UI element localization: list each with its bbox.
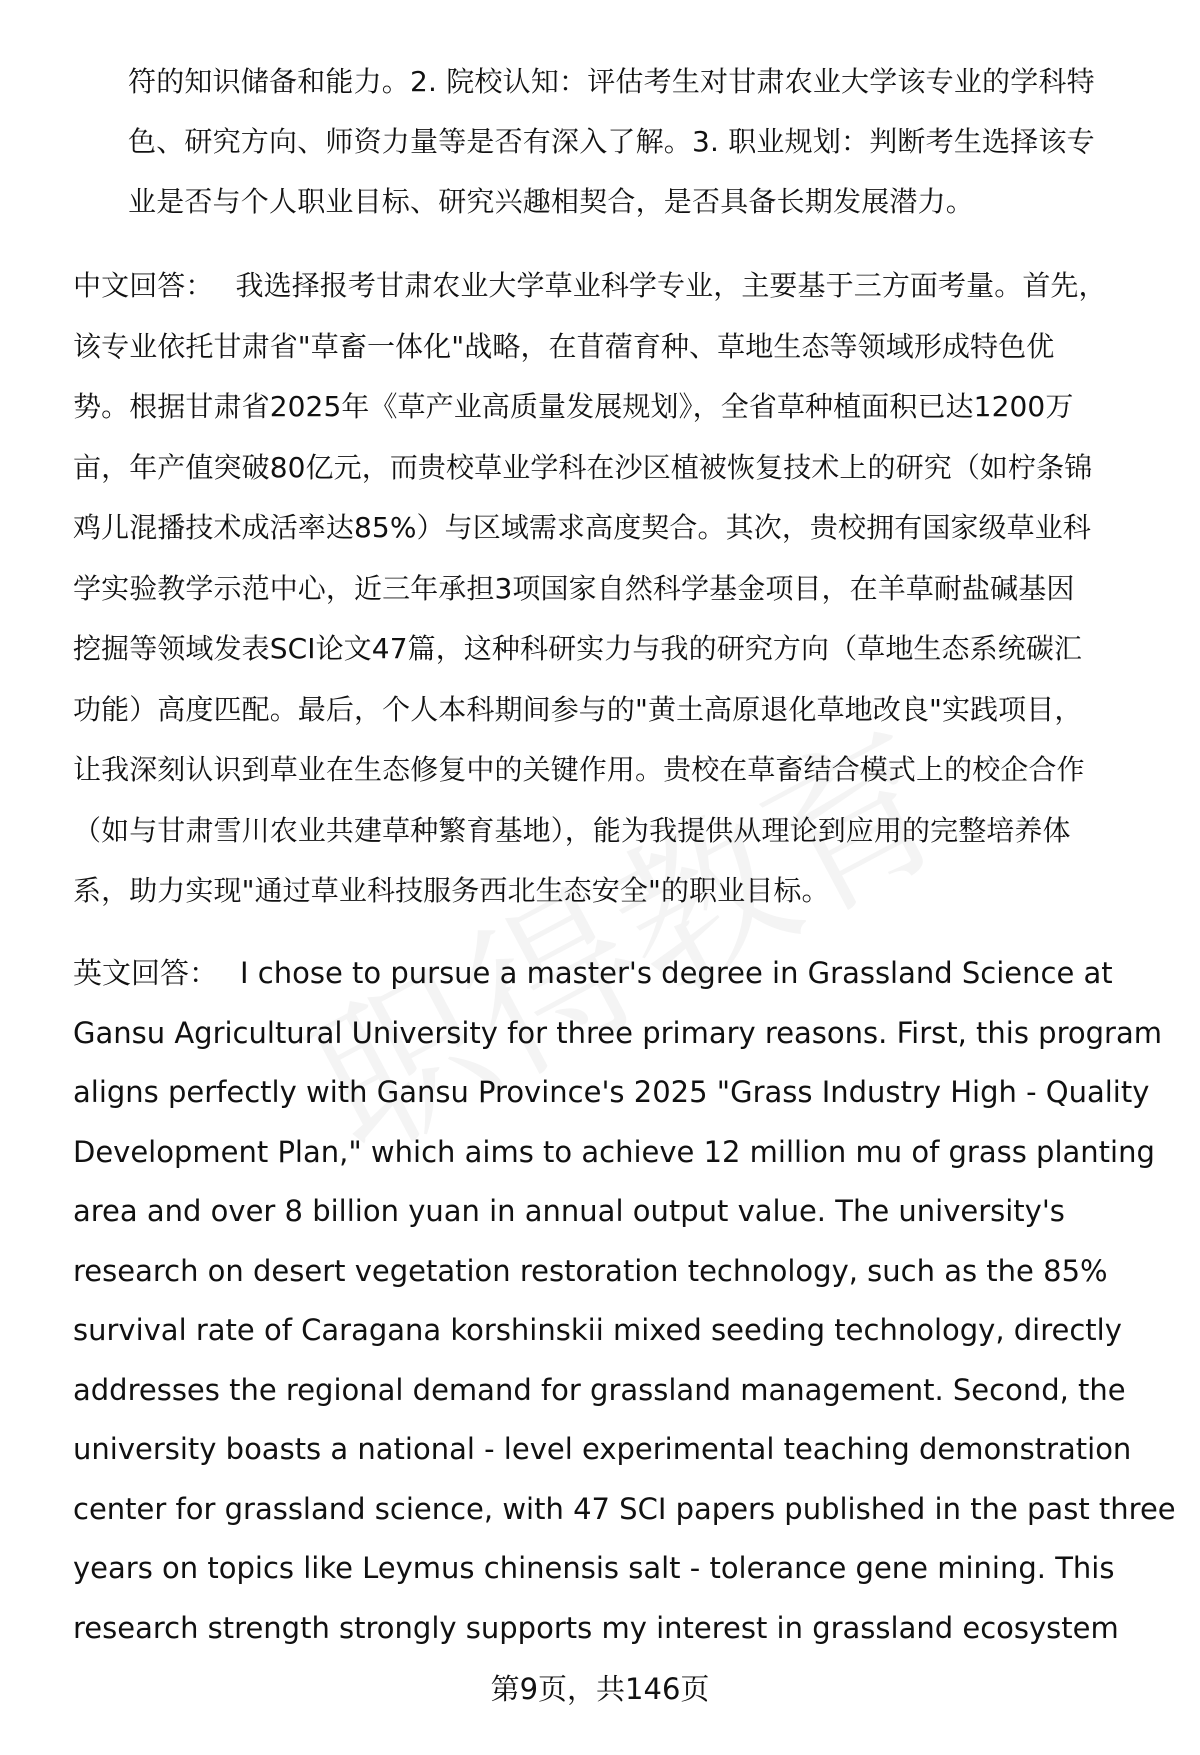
- page-number: 第9页，共146页: [490, 1672, 710, 1706]
- paragraph-line: 势。根据甘肃省2025年《草产业高质量发展规划》，全省草种植面积已达1200万: [73, 390, 1074, 423]
- paragraph-line: [73, 256, 1158, 317]
- paragraph-line: 让我深刻认识到草业在生态修复中的关键作用。贵校在草畜结合模式上的校企合作: [73, 753, 1085, 786]
- paragraph-line: 挖掘等领域发表SCI论文47篇，这种科研实力与我的研究方向（草地生态系统碳汇: [73, 632, 1083, 665]
- english-answer-label: 英文回答：: [73, 956, 219, 990]
- paragraph-line: 功能）高度匹配。最后，个人本科期间参与的"黄土高原退化草地改良"实践项目，: [73, 692, 1083, 726]
- paragraph-line: Gansu Agricultural University for three primary reasons. First, this program: [73, 1015, 1162, 1050]
- paragraph-line: 学实验教学示范中心，近三年承担3项国家自然科学基金项目，在羊草耐盐碱基因: [73, 571, 1075, 605]
- paragraph-line: research on desert vegetation restoration technology, such as the 85%: [73, 1253, 1108, 1288]
- paragraph-line: survival rate of Caragana korshinskii mixed seeding technology, directly: [73, 1313, 1122, 1347]
- paragraph-line: years on topics like Leymus chinensis salt - tolerance gene mining. This: [73, 1551, 1115, 1585]
- paragraph-line: 系，助力实现"通过草业科技服务西北生态安全"的职业目标。: [73, 874, 830, 907]
- paragraph-line: 鸡儿混播技术成活率达85%）与区域需求高度契合。其次，贵校拥有国家级草业科: [73, 511, 1091, 544]
- chinese-answer-paragraph: [73, 256, 1158, 922]
- paragraph-line: 该专业依托甘肃省"草畜一体化"战略，在苜蓿育种、草地生态等领域形成特色优: [73, 329, 1055, 363]
- chinese-answer-label: 中文回答：: [73, 269, 214, 302]
- english-answer-paragraph: [73, 944, 1176, 1658]
- evaluation-points-paragraph: [128, 52, 1148, 232]
- english-answer-text: I chose to pursue a master's degree in Grassland Science at: [240, 956, 1113, 990]
- paragraph-line: center for grassland science, with 47 SCI papers published in the past three: [73, 1491, 1176, 1526]
- paragraph-line: aligns perfectly with Gansu Province's 2025 "Grass Industry High - Quality: [73, 1075, 1150, 1109]
- paragraph-line: 亩，年产值突破80亿元，而贵校草业学科在沙区植被恢复技术上的研究（如柠条锦: [73, 450, 1093, 484]
- paragraph-line: area and over 8 billion yuan in annual output value. The university's: [73, 1194, 1065, 1228]
- paragraph-line: 色、研究方向、师资力量等是否有深入了解。3. 职业规划：判断考生选择该专: [128, 125, 1095, 158]
- paragraph-line: 符的知识储备和能力。2. 院校认知：评估考生对甘肃农业大学该专业的学科特: [128, 65, 1095, 98]
- paragraph-line: [73, 944, 1163, 1004]
- paragraph-line: Development Plan," which aims to achieve 12 million mu of grass planting: [73, 1134, 1155, 1169]
- paragraph-line: research strength strongly supports my interest in grassland ecosystem: [73, 1610, 1119, 1645]
- chinese-answer-text: 我选择报考甘肃农业大学草业科学专业，主要基于三方面考量。首先，: [235, 269, 1107, 302]
- paragraph-line: university boasts a national - level experimental teaching demonstration: [73, 1432, 1132, 1466]
- paragraph-line: （如与甘肃雪川农业共建草种繁育基地），能为我提供从理论到应用的完整培养体: [73, 813, 1071, 847]
- paragraph-line: 业是否与个人职业目标、研究兴趣相契合，是否具备长期发展潜力。: [128, 185, 975, 218]
- paragraph-line: addresses the regional demand for grassland management. Second, the: [73, 1372, 1126, 1407]
